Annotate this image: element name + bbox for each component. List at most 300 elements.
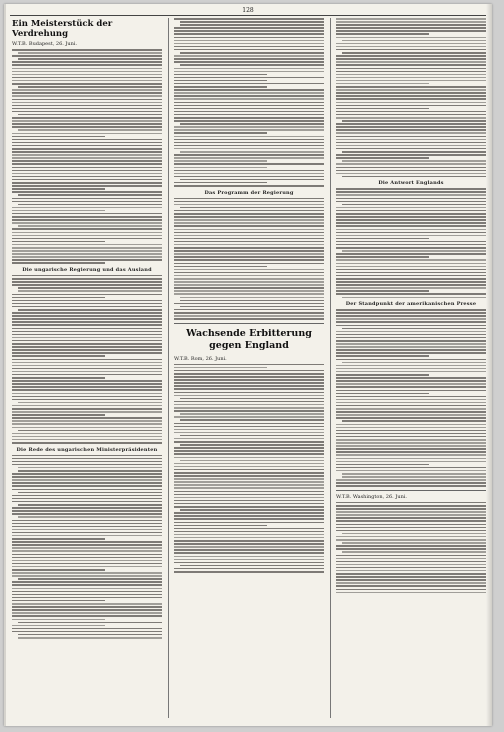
text-line — [12, 74, 162, 76]
text-line — [180, 398, 324, 400]
text-line — [174, 198, 324, 200]
text-line — [18, 516, 162, 518]
text-line — [12, 557, 162, 559]
text-line — [336, 570, 486, 572]
text-line — [336, 278, 486, 280]
text-line — [342, 151, 486, 153]
text-line — [174, 40, 324, 42]
text-line — [12, 185, 162, 187]
text-line — [180, 179, 324, 181]
text-line — [18, 504, 162, 506]
text-line — [336, 482, 486, 484]
text-line — [12, 628, 162, 630]
text-line — [12, 228, 162, 230]
text-line — [174, 540, 324, 542]
text-line — [180, 24, 324, 26]
text-line — [336, 359, 486, 361]
text-line — [180, 460, 324, 462]
section-subhead: Der Standpunkt der amerikanischen Presse — [345, 301, 477, 308]
text-line — [174, 457, 324, 459]
text-line — [174, 55, 324, 57]
text-line — [174, 216, 324, 218]
text-line — [336, 479, 486, 481]
text-line — [12, 95, 162, 97]
text-line — [174, 312, 324, 314]
text-line — [336, 114, 486, 116]
text-line — [12, 513, 162, 515]
text-line — [174, 401, 324, 403]
text-line — [336, 386, 486, 388]
text-line — [174, 472, 324, 474]
text-line — [336, 548, 486, 550]
text-line — [336, 89, 486, 91]
text-line — [336, 83, 429, 85]
text-line — [336, 355, 429, 357]
text-line — [174, 423, 324, 425]
text-line — [12, 355, 105, 357]
text-line — [12, 55, 162, 57]
text-line — [174, 432, 324, 434]
text-line — [174, 407, 324, 409]
text-line — [18, 194, 162, 196]
text-line — [12, 340, 162, 342]
text-line — [336, 325, 486, 327]
text-line — [12, 312, 162, 314]
text-line — [336, 517, 486, 519]
text-line — [342, 551, 486, 553]
text-line — [174, 546, 324, 548]
page-number: 128 — [242, 7, 254, 14]
text-line — [174, 241, 324, 243]
text-line — [12, 99, 162, 101]
text-line — [12, 92, 162, 94]
text-line — [174, 410, 324, 412]
text-line — [336, 380, 486, 382]
text-line — [174, 416, 324, 418]
text-line — [336, 424, 486, 426]
text-line — [18, 114, 162, 116]
text-line — [174, 98, 324, 100]
column-separator — [330, 18, 331, 718]
text-line — [12, 191, 162, 193]
text-line — [336, 55, 486, 57]
text-line — [12, 442, 162, 444]
text-line — [12, 544, 162, 546]
text-line — [336, 458, 486, 460]
text-line — [12, 535, 162, 537]
text-line — [336, 148, 486, 150]
text-line — [336, 24, 486, 26]
text-line — [174, 388, 324, 390]
text-line — [12, 346, 162, 348]
text-line — [174, 89, 324, 91]
text-line — [180, 444, 324, 446]
text-line — [336, 139, 486, 141]
text-line — [174, 68, 324, 70]
text-line — [18, 52, 162, 54]
text-line — [174, 376, 324, 378]
text-line — [174, 61, 324, 63]
text-line — [12, 507, 162, 509]
text-line — [12, 176, 162, 178]
text-line — [18, 578, 162, 580]
text-line — [12, 89, 162, 91]
text-line — [174, 145, 324, 147]
text-line — [342, 476, 486, 478]
text-line — [174, 281, 324, 283]
text-line — [174, 469, 324, 471]
text-line — [336, 582, 486, 584]
text-line — [174, 232, 324, 234]
text-line — [174, 37, 324, 39]
text-line — [336, 244, 486, 246]
text-line — [174, 571, 324, 573]
text-line — [12, 417, 162, 419]
text-line — [12, 157, 162, 159]
text-line — [174, 484, 324, 486]
text-line — [174, 531, 324, 533]
text-line — [174, 263, 324, 265]
text-line — [174, 556, 324, 558]
text-line — [174, 111, 324, 113]
text-line — [174, 385, 324, 387]
text-line — [12, 244, 162, 246]
text-line — [336, 167, 486, 169]
text-line — [174, 114, 324, 116]
text-line — [336, 318, 486, 320]
text-line — [336, 58, 486, 60]
text-line — [342, 362, 486, 364]
text-line — [12, 526, 162, 528]
text-line — [12, 297, 105, 299]
text-line — [336, 123, 486, 125]
text-line — [174, 269, 324, 271]
text-line — [12, 253, 162, 255]
text-line — [12, 408, 162, 410]
text-line — [12, 597, 162, 599]
text-line — [174, 108, 324, 110]
text-line — [174, 117, 324, 119]
text-line — [174, 157, 324, 159]
text-line — [174, 475, 324, 477]
text-line — [12, 222, 162, 224]
text-line — [174, 278, 324, 280]
text-line — [12, 198, 162, 200]
text-line — [336, 98, 486, 100]
article-dateline: W.T.B. Budapest, 26. Juni. — [12, 41, 78, 47]
text-line — [12, 575, 162, 577]
section-subhead: Das Programm der Regierung — [204, 189, 294, 196]
text-line — [174, 253, 324, 255]
text-line — [12, 281, 162, 283]
text-line — [174, 154, 324, 156]
text-line — [12, 68, 162, 70]
text-line — [336, 272, 486, 274]
text-line — [12, 328, 162, 330]
text-line — [174, 139, 324, 141]
text-line — [174, 559, 324, 561]
text-line — [174, 450, 324, 452]
text-line — [174, 478, 324, 480]
text-line — [12, 160, 162, 162]
text-line — [336, 263, 486, 265]
text-line — [12, 318, 162, 320]
text-line — [336, 170, 486, 172]
text-line — [336, 290, 429, 292]
text-line — [336, 157, 429, 159]
text-line — [174, 160, 267, 162]
text-line — [12, 538, 105, 540]
text-line — [174, 534, 324, 536]
text-line — [174, 379, 324, 381]
text-line — [174, 204, 324, 206]
text-line — [336, 102, 486, 104]
newspaper-page — [4, 4, 492, 726]
text-line — [180, 207, 324, 209]
text-line — [336, 371, 486, 373]
text-line — [174, 481, 324, 483]
text-line — [12, 414, 105, 416]
text-line — [12, 464, 162, 466]
column-3 — [336, 18, 486, 720]
text-line — [336, 539, 486, 541]
text-line — [18, 637, 162, 639]
text-line — [336, 436, 486, 438]
text-line — [336, 201, 486, 203]
text-line — [12, 423, 162, 425]
text-line — [12, 102, 162, 104]
text-line — [180, 21, 324, 23]
text-line — [336, 238, 429, 240]
text-line — [12, 380, 162, 382]
text-line — [174, 80, 267, 82]
text-line — [12, 133, 162, 135]
text-line — [180, 413, 324, 415]
text-line — [12, 321, 162, 323]
text-line — [180, 435, 324, 437]
text-line — [174, 382, 324, 384]
text-line — [12, 625, 105, 627]
text-line — [12, 331, 162, 333]
text-line — [18, 470, 162, 472]
text-line — [336, 511, 486, 513]
text-line — [336, 399, 486, 401]
text-line — [336, 374, 429, 376]
text-line — [336, 514, 486, 516]
text-line — [336, 142, 486, 144]
text-line — [12, 80, 162, 82]
text-line — [336, 536, 486, 538]
text-line — [174, 453, 324, 455]
text-line — [12, 588, 162, 590]
text-line — [12, 349, 162, 351]
text-line — [12, 563, 162, 565]
text-line — [342, 176, 486, 178]
text-line — [18, 287, 162, 289]
text-line — [174, 95, 324, 97]
text-line — [12, 520, 162, 522]
page-fold — [4, 4, 6, 726]
text-line — [12, 433, 162, 435]
text-line — [174, 284, 324, 286]
text-line — [336, 393, 429, 395]
text-line — [336, 132, 486, 134]
text-line — [12, 232, 162, 234]
text-line — [336, 368, 486, 370]
text-line — [336, 402, 486, 404]
text-line — [12, 216, 162, 218]
text-line — [336, 315, 486, 317]
text-line — [174, 92, 324, 94]
text-line — [12, 550, 162, 552]
text-line — [342, 328, 486, 330]
text-line — [174, 201, 324, 203]
text-line — [174, 136, 324, 138]
text-line — [18, 430, 162, 432]
text-line — [342, 120, 486, 122]
text-line — [336, 352, 486, 354]
text-line — [12, 489, 162, 491]
text-line — [174, 266, 267, 268]
text-line — [336, 508, 486, 510]
text-line — [12, 77, 162, 79]
text-line — [174, 173, 324, 175]
text-line — [12, 154, 162, 156]
text-line — [12, 235, 162, 237]
text-line — [174, 463, 324, 465]
text-line — [180, 419, 324, 421]
text-line — [336, 232, 486, 234]
text-line — [12, 523, 162, 525]
text-line — [180, 565, 324, 567]
text-line — [174, 129, 324, 131]
article-body — [336, 18, 486, 177]
text-line — [18, 129, 162, 131]
text-line — [336, 111, 486, 113]
text-line — [12, 105, 162, 107]
text-line — [336, 21, 486, 23]
text-line — [342, 250, 486, 252]
text-line — [12, 368, 162, 370]
text-line — [12, 136, 105, 138]
text-line — [336, 43, 486, 45]
article-body — [12, 455, 162, 639]
text-line — [12, 458, 162, 460]
text-line — [12, 362, 162, 364]
text-line — [336, 49, 486, 51]
text-line — [336, 241, 486, 243]
text-line — [12, 594, 162, 596]
text-line — [174, 33, 324, 35]
text-line — [174, 404, 324, 406]
text-line — [12, 145, 162, 147]
text-line — [342, 204, 486, 206]
text-line — [336, 173, 486, 175]
text-line — [174, 318, 324, 320]
text-line — [174, 235, 324, 237]
text-line — [174, 210, 324, 212]
text-line — [342, 160, 486, 162]
text-line — [336, 321, 486, 323]
text-line — [12, 359, 162, 361]
text-line — [336, 74, 486, 76]
article-body — [336, 309, 486, 487]
column-1 — [12, 18, 162, 720]
text-line — [174, 392, 324, 394]
text-line — [12, 581, 162, 583]
text-line — [174, 562, 324, 564]
text-line — [336, 309, 486, 311]
text-line — [174, 30, 324, 32]
text-line — [336, 448, 486, 450]
text-line — [12, 482, 162, 484]
text-line — [12, 188, 105, 190]
text-line — [342, 542, 486, 544]
text-line — [12, 163, 162, 165]
text-line — [12, 142, 162, 144]
text-line — [174, 105, 324, 107]
text-line — [12, 479, 162, 481]
text-line — [342, 473, 486, 475]
text-line — [12, 532, 162, 534]
text-line — [12, 294, 162, 296]
text-line — [12, 473, 162, 475]
text-line — [174, 77, 324, 79]
text-line — [342, 420, 486, 422]
article-body — [336, 502, 486, 593]
text-line — [180, 306, 324, 308]
text-line — [336, 154, 486, 156]
article-divider — [336, 490, 486, 491]
article-headline: Ein Meisterstück der Verdrehung — [12, 19, 113, 39]
text-line — [336, 275, 486, 277]
text-line — [12, 256, 162, 258]
text-line — [342, 52, 486, 54]
text-line — [12, 315, 162, 317]
section-subhead: Die Rede des ungarischen Ministerpräsidenten — [16, 446, 158, 453]
text-line — [174, 132, 267, 134]
article-body — [12, 275, 162, 444]
text-line — [174, 287, 324, 289]
text-line — [174, 370, 324, 372]
top-rule — [10, 15, 486, 16]
article-body — [174, 18, 324, 187]
text-line — [336, 396, 486, 398]
text-line — [336, 225, 486, 227]
text-line — [336, 524, 486, 526]
text-line — [180, 509, 324, 511]
text-line — [12, 241, 105, 243]
text-line — [12, 584, 162, 586]
text-line — [12, 498, 162, 500]
text-line — [342, 297, 486, 299]
text-line — [18, 622, 162, 624]
text-line — [336, 579, 486, 581]
text-line — [174, 373, 324, 375]
text-line — [12, 541, 162, 543]
article-body — [336, 188, 486, 298]
text-line — [12, 352, 162, 354]
text-line — [174, 438, 324, 440]
text-line — [174, 525, 267, 527]
text-line — [12, 306, 162, 308]
text-line — [336, 454, 486, 456]
text-line — [336, 414, 486, 416]
text-line — [180, 52, 324, 54]
text-line — [12, 619, 105, 621]
text-line — [174, 27, 324, 29]
text-line — [336, 390, 486, 392]
